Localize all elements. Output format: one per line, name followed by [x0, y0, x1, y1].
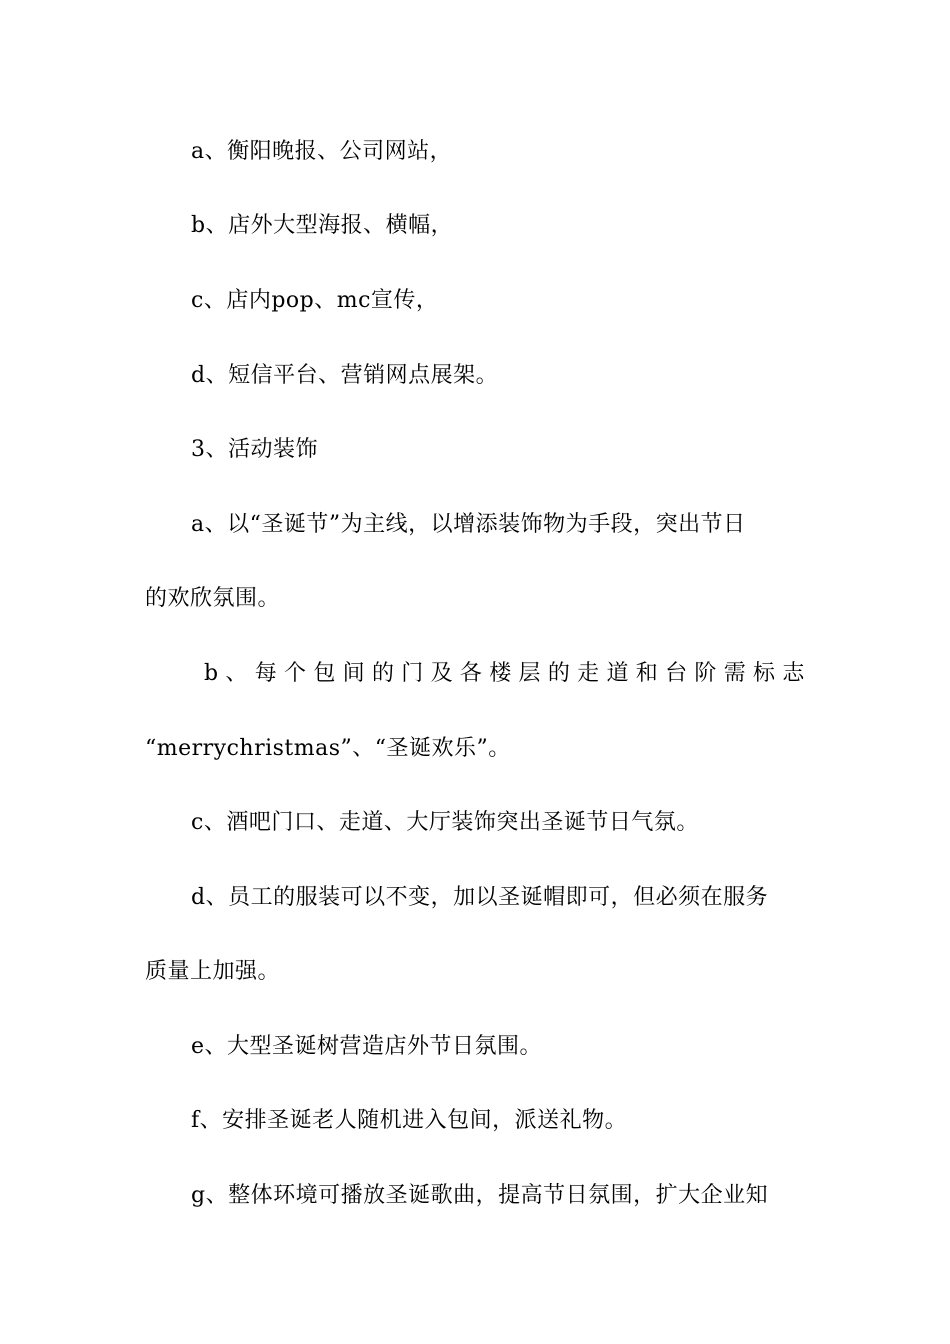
justified-char: 标	[753, 661, 776, 686]
paragraph-c: c、酒吧门口、走道、大厅装饰突出圣诞节日气氛。	[191, 810, 699, 835]
justified-char: 楼	[489, 661, 512, 686]
justified-char: 走	[577, 661, 600, 686]
justified-char: 各	[459, 661, 483, 686]
list-item-b-posters: b、店外大型海报、横幅，	[191, 213, 454, 238]
paragraph-d-line-1: d、员工的服装可以不变，加以圣诞帽即可，但必须在服务	[191, 885, 769, 910]
justified-char: 道	[606, 661, 629, 686]
paragraph-e: e、大型圣诞树营造店外节日氛围。	[191, 1034, 543, 1059]
paragraph-d-line-2: 质量上加强。	[145, 959, 281, 984]
paragraph-f: f、安排圣诞老人随机进入包间，派送礼物。	[191, 1108, 628, 1133]
paragraph-a-line-2: 的欢欣氛围。	[145, 586, 281, 611]
justified-char: 台	[665, 661, 688, 686]
justified-char: 需	[723, 661, 747, 686]
justified-char: 包	[313, 661, 336, 686]
paragraph-a-line-1: a、以“圣诞节”为主线，以增添装饰物为手段，突出节日	[191, 512, 746, 537]
justified-char: 的	[371, 661, 395, 686]
justified-char: 每	[254, 661, 278, 686]
paragraph-b-line-1	[204, 659, 805, 689]
list-item-d-sms: d、短信平台、营销网点展架。	[191, 363, 499, 388]
list-item-c-instore: c、店内pop、mc宣传，	[191, 288, 439, 313]
paragraph-g-line-1: g、整体环境可播放圣诞歌曲，提高节日氛围，扩大企业知	[191, 1183, 769, 1208]
justified-char: b	[204, 661, 219, 686]
justified-char: 的	[547, 661, 571, 686]
section-heading-decoration: 3、活动装饰	[191, 437, 318, 462]
justified-char: 及	[430, 661, 454, 686]
justified-char: 个	[284, 661, 307, 686]
justified-char: 志	[782, 661, 805, 686]
paragraph-b-line-2: “merrychristmas”、“圣诞欢乐”。	[145, 736, 511, 761]
justified-char: 、	[225, 661, 248, 686]
justified-char: 阶	[694, 661, 717, 686]
justified-char: 间	[342, 661, 366, 686]
list-item-a-media: a、衡阳晚报、公司网站，	[191, 139, 453, 164]
justified-char: 和	[635, 661, 659, 686]
justified-char: 门	[401, 661, 424, 686]
justified-char: 层	[518, 661, 542, 686]
